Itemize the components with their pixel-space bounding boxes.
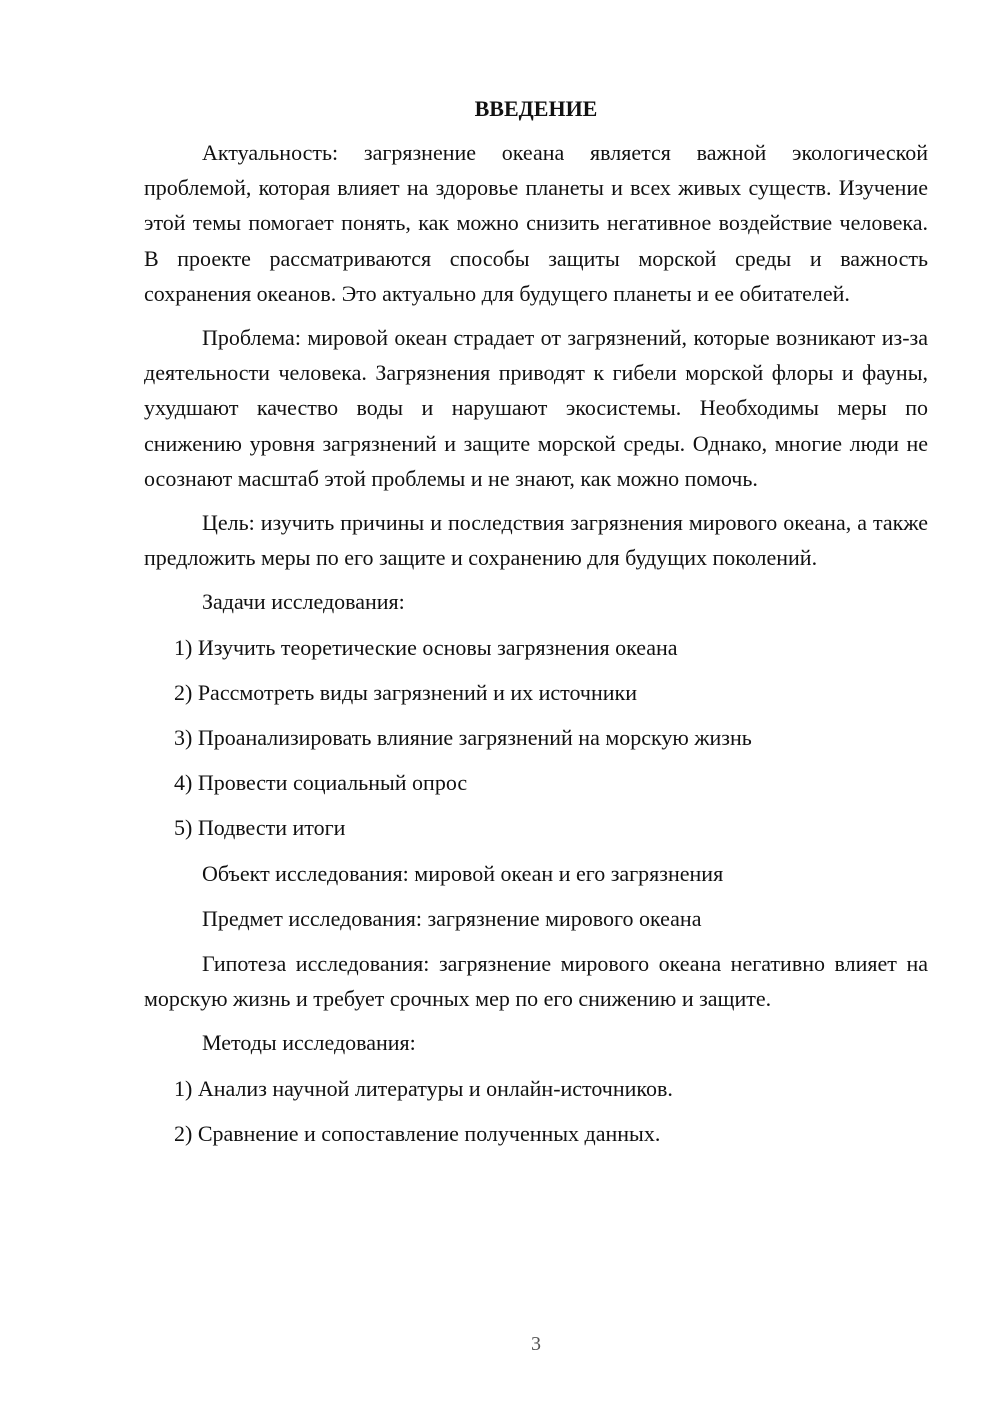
methods-list	[144, 1071, 928, 1151]
research-object: Объект исследования: мировой океан и его загрязнения	[202, 860, 724, 886]
list-item: 2) Сравнение и сопоставление полученных данных.	[174, 1120, 661, 1146]
problem-paragraph: Проблема: мировой океан страдает от загрязнений, которые возникают из-за деятельности человека. Загрязнения приводят к гибели морской флоры и фауны, ухудшают качество воды и нарушают экосистемы. Необходимы меры по снижению уровня загрязнений и защите морской среды. Однако, многие люди не осознают масштаб этой проблемы и не знают, как можно помочь.	[144, 325, 928, 491]
document-page	[144, 96, 928, 1161]
goal-paragraph: Цель: изучить причины и последствия загрязнения мирового океана, а также предложить меры по его защите и сохранению для будущих поколений.	[144, 510, 928, 571]
list-item: 2) Рассмотреть виды загрязнений и их источники	[174, 679, 637, 705]
list-item: 4) Провести социальный опрос	[174, 770, 468, 796]
section-heading: ВВЕДЕНИЕ	[474, 96, 598, 121]
tasks-list	[144, 630, 928, 846]
list-item: 1) Анализ научной литературы и онлайн-источников.	[174, 1075, 673, 1101]
relevance-paragraph: Актуальность: загрязнение океана является важной экологической проблемой, которая влияет на здоровье планеты и всех живых существ. Изучение этой темы помогает понять, как можно снизить негативное воздействие человека. В проекте рассматриваются способы защиты морской среды и важность сохранения океанов. Это актуально для будущего планеты и ее обитателей.	[144, 140, 928, 306]
list-item: 1) Изучить теоретические основы загрязнения океана	[174, 634, 678, 660]
hypothesis-paragraph: Гипотеза исследования: загрязнение мирового океана негативно влияет на морскую жизнь и требует срочных мер по его снижению и защите.	[144, 951, 928, 1012]
list-item: 3) Проанализировать влияние загрязнений на морскую жизнь	[174, 725, 752, 751]
list-item: 5) Подвести итоги	[174, 815, 346, 841]
page-number: 3	[531, 1333, 541, 1355]
methods-title: Методы исследования:	[202, 1030, 416, 1056]
research-subject: Предмет исследования: загрязнение мирового океана	[202, 905, 702, 931]
tasks-title: Задачи исследования:	[202, 589, 405, 615]
